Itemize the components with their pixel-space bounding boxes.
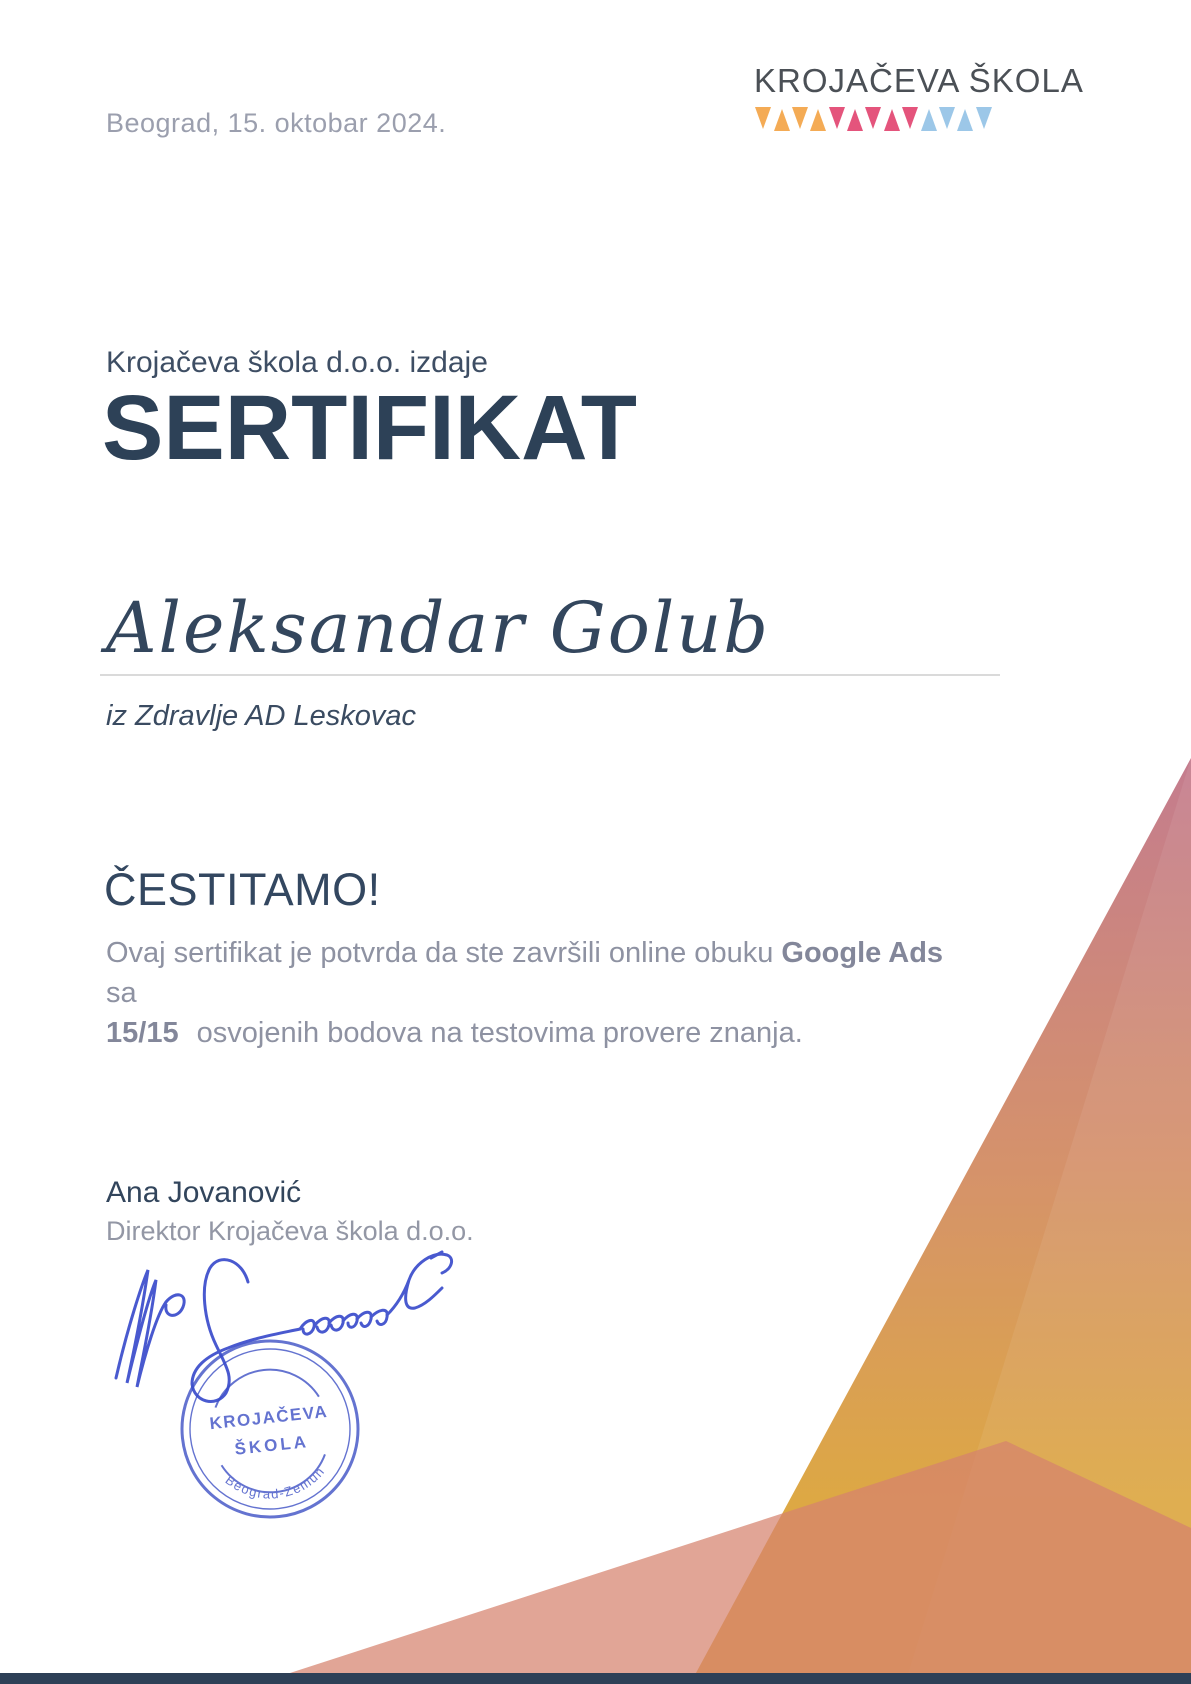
name-underline — [100, 674, 1000, 676]
bottom-bar — [0, 1673, 1191, 1684]
certificate-title: SERTIFIKAT — [102, 377, 637, 479]
triangle-icon — [829, 107, 845, 129]
triangle-icon — [755, 107, 771, 129]
stamp-text-line1: KROJAČEVA — [208, 1401, 329, 1434]
logo — [754, 62, 1084, 131]
body-text-part3: osvojenih bodova na testovima provere znanja. — [188, 1017, 803, 1049]
triangle-icon — [902, 107, 918, 129]
triangle-icon — [792, 107, 808, 129]
signature-stroke — [300, 1314, 357, 1334]
body-paragraph — [106, 933, 966, 1053]
signature-stroke — [357, 1254, 452, 1326]
logo-text: KROJAČEVA ŠKOLA — [754, 62, 1084, 99]
stamp-arc-text: Beograd-Zemun — [222, 1463, 328, 1502]
signer-title: Direktor Krojačeva škola d.o.o. — [106, 1216, 474, 1246]
congrats-heading: ČESTITAMO! — [104, 864, 381, 915]
gradient-wedge-salmon — [256, 1441, 1191, 1684]
signature-scribble — [100, 1250, 480, 1405]
signer-name: Ana Jovanović — [106, 1176, 302, 1209]
signature-stroke — [166, 1295, 184, 1316]
signature-stroke — [116, 1270, 166, 1387]
triangle-icon — [939, 107, 955, 129]
logo-triangle-band — [754, 107, 1084, 131]
triangle-icon — [847, 109, 863, 131]
triangle-icon — [921, 109, 937, 131]
stamp-text-line2: ŠKOLA — [233, 1432, 310, 1459]
triangle-icon — [957, 109, 973, 131]
date-text: Beograd, 15. oktobar 2024. — [106, 108, 447, 138]
course-name: Google Ads — [781, 937, 944, 969]
body-text-part1: Ovaj sertifikat je potvrda da ste završili online obuku — [106, 937, 782, 969]
triangle-icon — [774, 109, 790, 131]
recipient-origin: iz Zdravlje AD Leskovac — [106, 700, 416, 732]
triangle-icon — [810, 109, 826, 131]
recipient-name: Aleksandar Golub — [106, 587, 771, 669]
issuer-line: Krojačeva škola d.o.o. izdaje — [106, 346, 488, 379]
score-value: 15/15 — [106, 1017, 179, 1049]
signature-stroke — [192, 1260, 300, 1402]
triangle-icon — [865, 107, 881, 129]
triangle-icon — [884, 109, 900, 131]
triangle-icon — [976, 107, 992, 129]
svg-text:Beograd-Zemun — [221, 1462, 330, 1507]
body-text-part2: sa — [106, 977, 137, 1009]
